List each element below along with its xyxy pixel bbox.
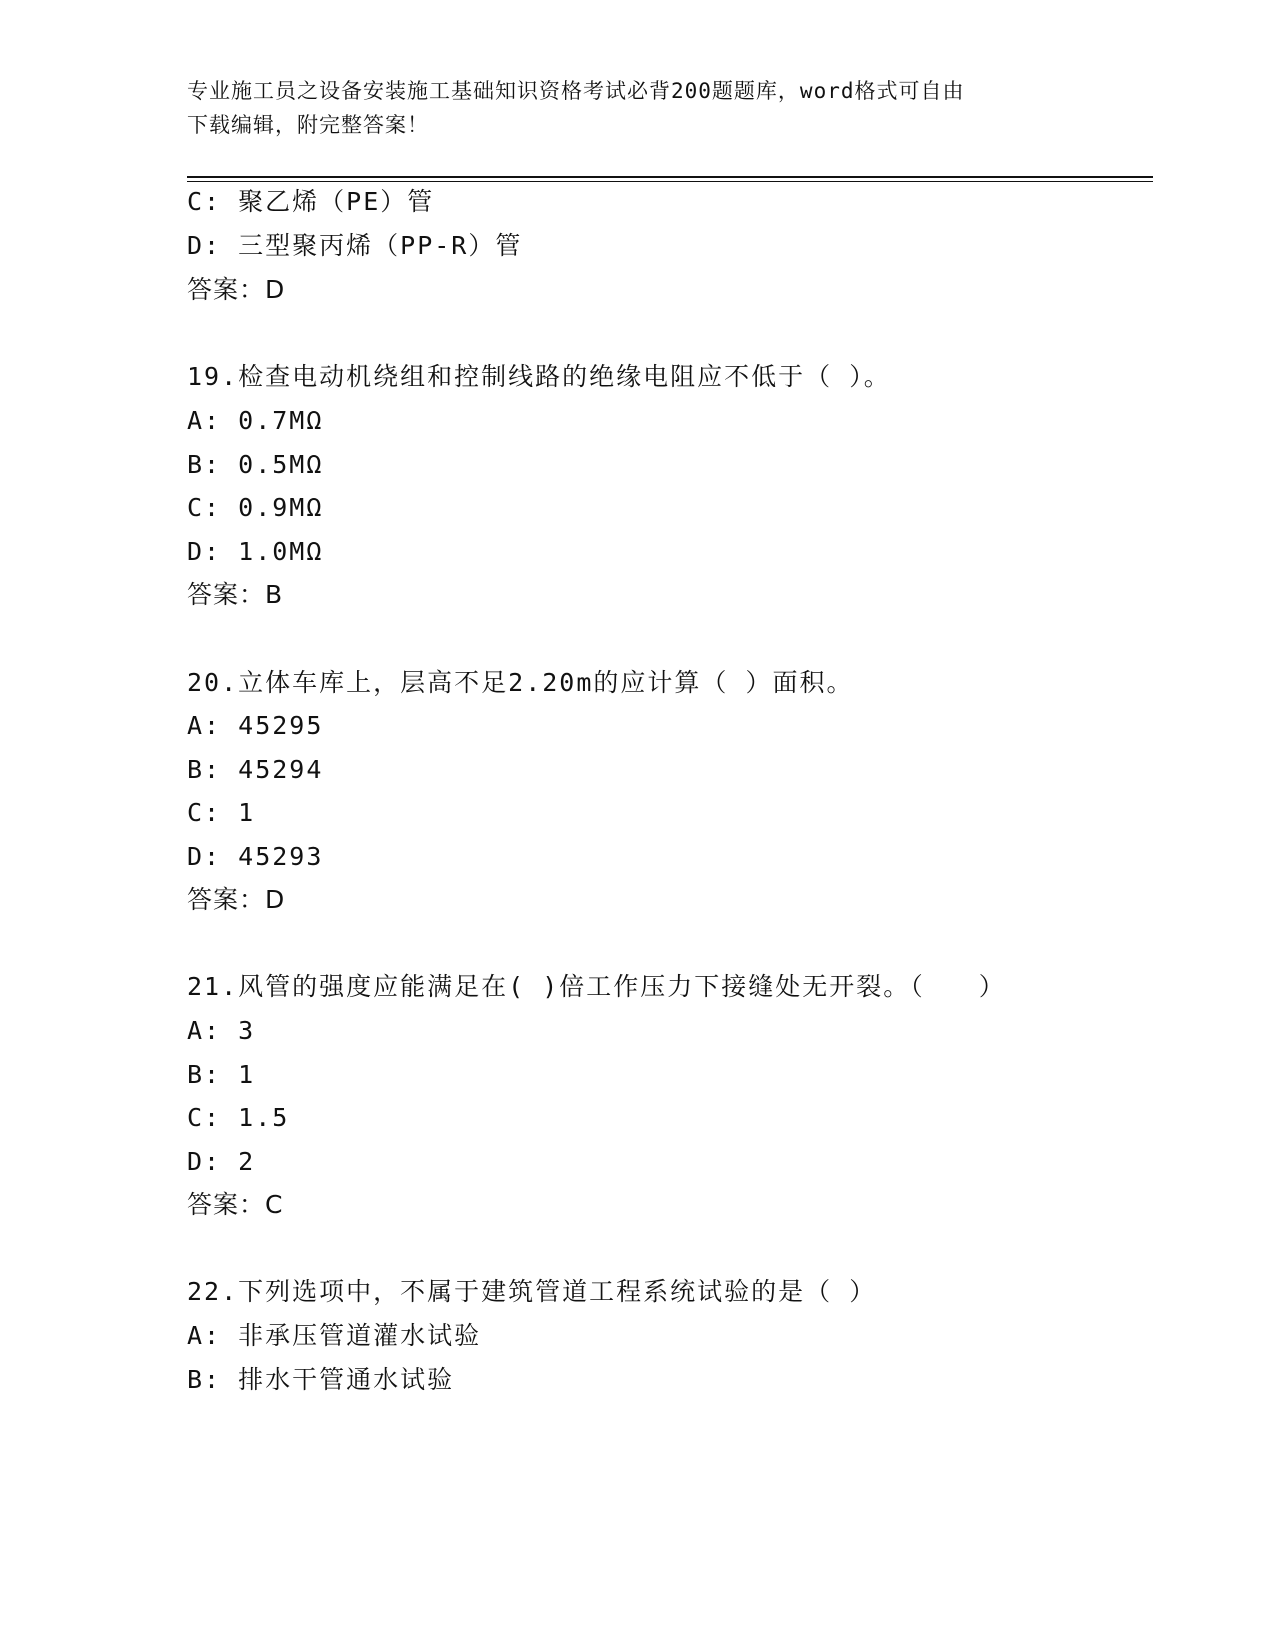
answer-line: 答案：D (187, 885, 286, 914)
option-c: C: 1.5 (187, 1103, 290, 1132)
option-b: B: 0.5MΩ (187, 450, 324, 479)
question-text: 21.风管的强度应能满足在( )倍工作压力下接缝处无开裂。（ ） (187, 972, 1006, 1001)
option-d: D: 45293 (187, 842, 324, 871)
header-line-2: 下载编辑，附完整答案！ (187, 113, 429, 137)
option-a: A: 45295 (187, 711, 324, 740)
option-b: B: 45294 (187, 755, 324, 784)
option-c: C: 1 (187, 798, 256, 827)
option-d: D: 三型聚丙烯（PP-R）管 (187, 231, 523, 260)
option-d: D: 1.0MΩ (187, 537, 324, 566)
option-b: B: 1 (187, 1060, 256, 1089)
answer-line: 答案：D (187, 275, 286, 304)
answer-line: 答案：C (187, 1190, 284, 1219)
option-d: D: 2 (187, 1147, 256, 1176)
header-line-1: 专业施工员之设备安装施工基础知识资格考试必背200题题库，word格式可自由 (187, 79, 965, 103)
option-a: A: 非承压管道灌水试验 (187, 1321, 482, 1350)
question-text: 22.下列选项中，不属于建筑管道工程系统试验的是（ ） (187, 1277, 877, 1306)
answer-line: 答案：B (187, 580, 284, 609)
header-divider (187, 176, 1153, 182)
document-header (187, 74, 1067, 142)
option-a: A: 3 (187, 1016, 256, 1045)
option-b: B: 排水干管通水试验 (187, 1365, 455, 1394)
option-c: C: 0.9MΩ (187, 493, 324, 522)
option-c: C: 聚乙烯（PE）管 (187, 187, 435, 216)
question-text: 20.立体车库上，层高不足2.20m的应计算（ ）面积。 (187, 668, 854, 697)
question-text: 19.检查电动机绕组和控制线路的绝缘电阻应不低于（ ）。 (187, 362, 891, 391)
option-a: A: 0.7MΩ (187, 406, 324, 435)
